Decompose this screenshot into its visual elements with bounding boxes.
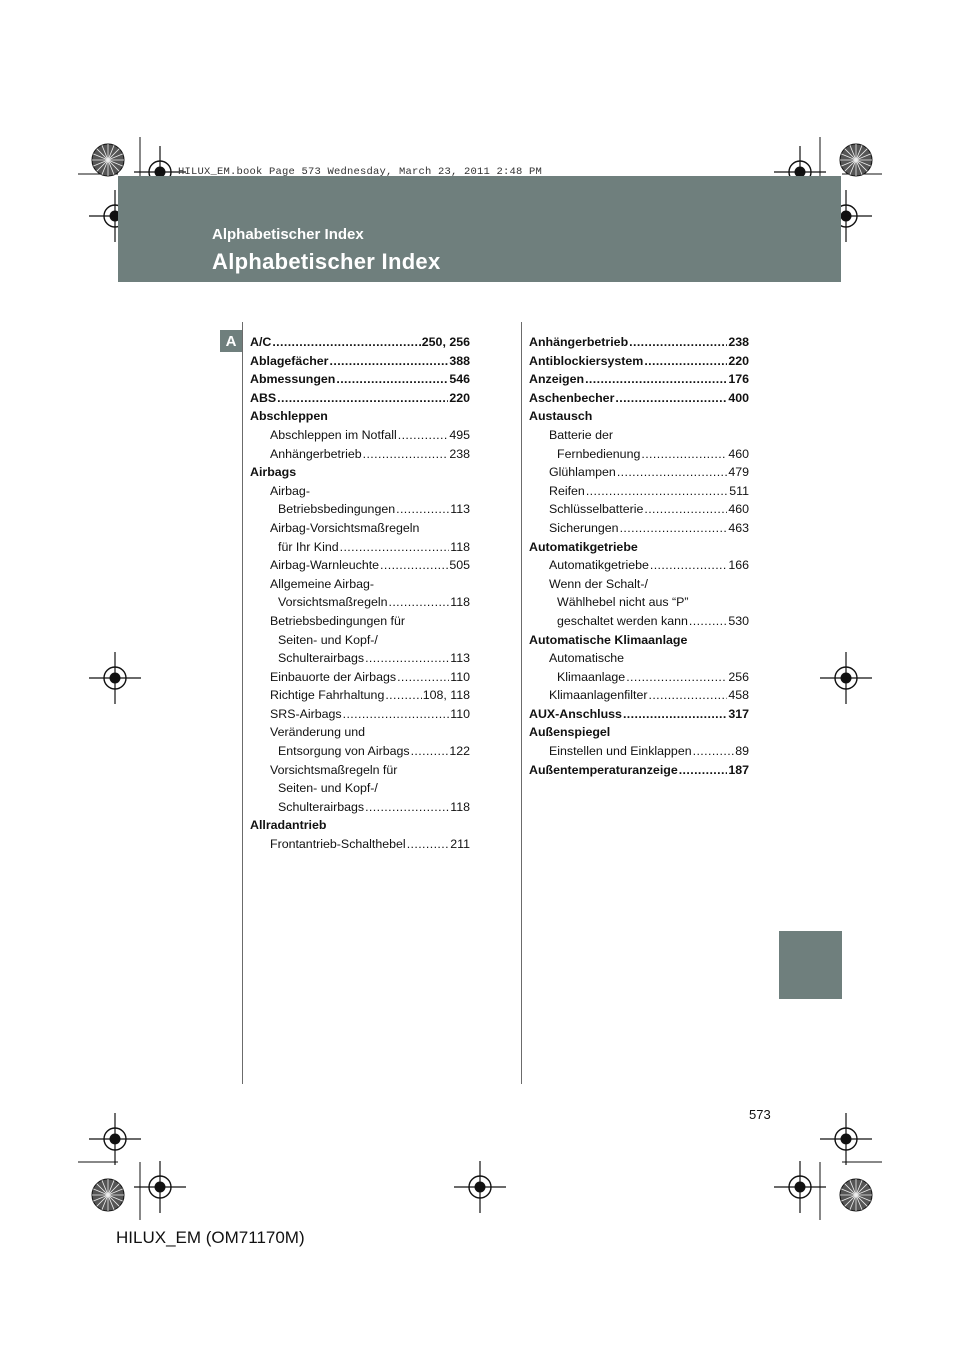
index-entry-page: 118: [450, 799, 470, 814]
index-entry-text: Reifen: [549, 483, 585, 498]
index-entry-text: Ablagefächer: [250, 353, 329, 368]
leader-dots: [650, 556, 727, 575]
index-entry-text: Veränderung und: [270, 725, 366, 740]
index-entry-page: 108, 118: [422, 688, 470, 703]
index-entry: [529, 389, 749, 408]
index-entry-text: Aschenbecher: [529, 390, 615, 405]
index-entry-page: 463: [728, 520, 749, 535]
index-entry-text: Abschleppen im Notfall: [270, 427, 397, 442]
index-entry: [529, 593, 749, 612]
index-entry: [250, 575, 470, 594]
index-entry: [250, 500, 470, 519]
index-entry: [529, 500, 749, 519]
index-entry: [529, 426, 749, 445]
index-entry: [250, 798, 470, 817]
leader-dots: [336, 370, 448, 389]
leader-dots: [365, 798, 449, 817]
index-entry: [250, 686, 470, 705]
index-entry: [250, 333, 470, 352]
index-entry-text: Abmessungen: [250, 372, 336, 387]
index-entry-page: 238: [449, 446, 470, 461]
leader-dots: [380, 556, 448, 575]
index-entry-text: Allgemeine Airbag-: [270, 576, 375, 591]
index-entry-page: 495: [449, 427, 470, 442]
index-entry-text: Einbauorte der Airbags: [270, 669, 397, 684]
index-entry-page: 118: [450, 595, 470, 610]
index-entry-text: AUX-Anschluss: [529, 706, 622, 721]
leader-dots: [363, 445, 449, 464]
index-entry: [250, 631, 470, 650]
leader-dots: [620, 519, 728, 538]
leader-dots: [411, 742, 449, 761]
index-entry: [529, 761, 749, 780]
index-entry-page: 460: [728, 502, 749, 517]
index-entry-text: Airbag-: [270, 483, 310, 498]
index-entry-text: Einstellen und Einklappen: [549, 744, 692, 759]
index-entry-page: 250, 256: [421, 335, 470, 349]
index-entry: [250, 668, 470, 687]
leader-dots: [689, 612, 727, 631]
index-entry-page: 400: [728, 390, 749, 405]
index-column-left: [250, 333, 470, 854]
index-entry: [529, 352, 749, 371]
index-entry: [250, 742, 470, 761]
footer-manual-code: HILUX_EM (OM71170M): [116, 1228, 305, 1247]
section-title: Alphabetischer Index: [212, 226, 364, 243]
index-entry-text: Austausch: [529, 409, 593, 424]
leader-dots: [277, 389, 448, 408]
leader-dots: [365, 649, 449, 668]
index-entry-text: Schlüsselbatterie: [549, 502, 644, 517]
index-entry-text: Automatikgetriebe: [549, 558, 649, 573]
index-entry-text: Anzeigen: [529, 372, 585, 387]
index-entry-text: Glühlampen: [549, 465, 616, 480]
index-entry-page: 187: [728, 762, 749, 777]
index-entry: [529, 538, 749, 557]
leader-dots: [407, 835, 450, 854]
index-entry: [250, 779, 470, 798]
index-entry: [250, 482, 470, 501]
leader-dots: [617, 463, 728, 482]
index-entry: [529, 333, 749, 352]
index-entry: [529, 705, 749, 724]
index-entry: [529, 649, 749, 668]
index-entry: [529, 556, 749, 575]
index-entry-text: Außenspiegel: [529, 725, 611, 740]
index-entry: [250, 593, 470, 612]
index-entry: [529, 370, 749, 389]
index-entry-text: Automatische: [549, 651, 625, 666]
leader-dots: [340, 538, 450, 557]
index-entry-page: 110: [450, 669, 470, 684]
leader-dots: [629, 333, 727, 352]
print-stamp: HILUX_EM.book Page 573 Wednesday, March 23, 2011 2:48 PM: [178, 166, 543, 178]
index-entry-text: SRS-Airbags: [270, 706, 342, 721]
leader-dots: [623, 705, 727, 724]
index-entry-page: 166: [728, 558, 749, 573]
index-entry: [250, 705, 470, 724]
index-entry-text: Betriebsbedingungen: [278, 502, 396, 517]
index-entry: [250, 538, 470, 557]
leader-dots: [396, 500, 449, 519]
index-entry-text: Allradantrieb: [250, 818, 327, 833]
leader-dots: [644, 500, 727, 519]
index-entry-text: für Ihr Kind: [278, 539, 339, 554]
thumb-index-tab: [779, 931, 842, 999]
index-entry-text: Wählhebel nicht aus “P”: [557, 595, 689, 610]
index-entry-page: 89: [735, 744, 749, 759]
leader-dots: [385, 686, 421, 705]
index-entry-text: Airbag-Warnleuchte: [270, 558, 380, 573]
index-entry: [250, 445, 470, 464]
index-entry-text: Antiblockiersystem: [529, 353, 644, 368]
index-entry-page: 460: [728, 446, 749, 461]
leader-dots: [649, 686, 728, 705]
index-entry-page: 458: [728, 688, 749, 703]
index-entry: [529, 463, 749, 482]
index-entry: [250, 612, 470, 631]
index-entry-text: Sicherungen: [549, 520, 619, 535]
index-entry-text: geschaltet werden kann: [557, 613, 688, 628]
leader-dots: [397, 668, 449, 687]
leader-dots: [679, 761, 728, 780]
index-entry-text: Airbag-Vorsichtsmaßregeln: [270, 520, 420, 535]
index-entry-text: Automatikgetriebe: [529, 539, 638, 554]
index-column-right: [529, 333, 749, 779]
index-entry: [529, 407, 749, 426]
index-entry: [529, 519, 749, 538]
index-entry-page: 118: [450, 539, 470, 554]
index-entry-page: 511: [729, 483, 749, 498]
index-entry: [250, 835, 470, 854]
index-entry-page: 546: [449, 372, 470, 387]
index-entry-page: 176: [728, 372, 749, 387]
index-entry-page: 505: [449, 558, 470, 573]
index-entry-text: Airbags: [250, 465, 297, 480]
index-entry: [250, 649, 470, 668]
index-entry: [250, 723, 470, 742]
index-entry: [529, 482, 749, 501]
leader-dots: [272, 333, 420, 352]
leader-dots: [693, 742, 735, 761]
index-entry-page: 317: [728, 706, 749, 721]
index-entry-text: Anhängerbetrieb: [529, 335, 629, 349]
index-entry-page: 211: [450, 837, 470, 852]
leader-dots: [389, 593, 450, 612]
leader-dots: [626, 668, 727, 687]
index-entry-text: ABS: [250, 390, 277, 405]
index-entry-text: Anhängerbetrieb: [270, 446, 362, 461]
page-title: Alphabetischer Index: [212, 249, 441, 274]
index-entry: [529, 668, 749, 687]
index-entry: [529, 575, 749, 594]
index-entry: [529, 612, 749, 631]
index-entry-text: Automatische Klimaanlage: [529, 632, 688, 647]
index-entry-page: 256: [728, 669, 749, 684]
leader-dots: [615, 389, 727, 408]
index-entry: [250, 352, 470, 371]
index-entry-page: 479: [728, 465, 749, 480]
index-entry: [529, 631, 749, 650]
index-entry-text: Seiten- und Kopf-/: [278, 632, 378, 647]
column-divider-left: [242, 322, 243, 1084]
index-entry: [250, 389, 470, 408]
index-entry-page: 530: [728, 613, 749, 628]
index-entry: [250, 556, 470, 575]
leader-dots: [398, 426, 449, 445]
index-entry-page: 220: [728, 353, 749, 368]
index-entry: [250, 407, 470, 426]
column-divider-right: [521, 322, 522, 1084]
index-entry-page: 113: [450, 502, 470, 517]
index-entry: [250, 463, 470, 482]
index-entry-text: Seiten- und Kopf-/: [278, 781, 378, 796]
index-entry-text: Vorsichtsmaßregeln für: [270, 762, 398, 777]
index-entry-page: 220: [449, 390, 470, 405]
index-entry-text: Wenn der Schalt-/: [549, 576, 648, 591]
index-entry-page: 110: [450, 706, 470, 721]
index-entry-text: Richtige Fahrhaltung: [270, 688, 385, 703]
leader-dots: [644, 352, 727, 371]
index-entry-text: Klimaanlage: [557, 669, 626, 684]
index-entry: [250, 816, 470, 835]
leader-dots: [586, 482, 728, 501]
index-entry-page: 388: [449, 353, 470, 368]
index-entry: [250, 370, 470, 389]
leader-dots: [343, 705, 450, 724]
index-entry-page: 113: [450, 651, 470, 666]
index-entry: [250, 761, 470, 780]
index-entry: [529, 686, 749, 705]
leader-dots: [585, 370, 727, 389]
index-entry-text: Schulterairbags: [278, 651, 365, 666]
index-entry-page: 238: [728, 335, 749, 349]
index-entry-text: Fernbedienung: [557, 446, 641, 461]
index-entry-text: Abschleppen: [250, 409, 328, 424]
leader-dots: [330, 352, 449, 371]
index-entry: [529, 742, 749, 761]
index-entry-page: 122: [449, 744, 470, 759]
index-entry-text: Klimaanlagenfilter: [549, 688, 648, 703]
index-entry: [529, 445, 749, 464]
index-entry-text: Batterie der: [549, 427, 614, 442]
page-number: 573: [749, 1107, 771, 1122]
index-entry-text: A/C: [250, 335, 272, 349]
index-entry: [529, 723, 749, 742]
index-entry-text: Entsorgung von Airbags: [278, 744, 410, 759]
index-letter-tab: A: [220, 330, 242, 352]
leader-dots: [641, 445, 727, 464]
index-entry-text: Vorsichtsmaßregeln: [278, 595, 388, 610]
index-entry-text: Schulterairbags: [278, 799, 365, 814]
index-entry-text: Frontantrieb-Schalthebel: [270, 837, 406, 852]
index-entry-text: Betriebsbedingungen für: [270, 613, 406, 628]
index-entry: [250, 519, 470, 538]
index-entry-text: Außentemperaturanzeige: [529, 762, 678, 777]
index-entry: [250, 426, 470, 445]
